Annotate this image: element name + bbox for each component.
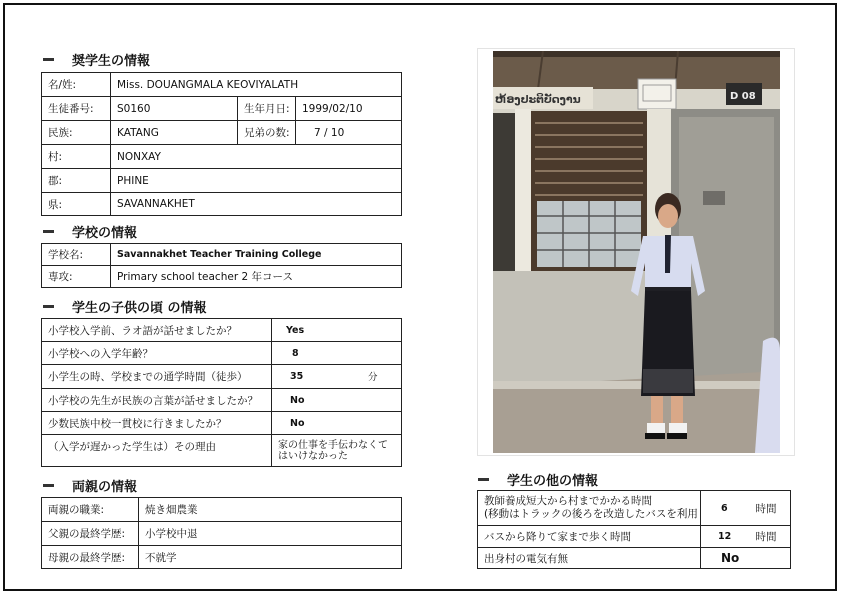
travel-question: 教師養成短大から村までかかる時間 (移動はトラックの後ろを改造したバスを利用 xyxy=(478,491,701,526)
walk-question: バスから降りて家まで歩く時間 xyxy=(478,526,701,548)
school-name-label: 学校名: xyxy=(42,244,111,266)
childhood-answer: 8 xyxy=(272,342,402,365)
father-label: 父親の最終学歴: xyxy=(42,522,139,546)
siblings-value: 7 / 10 xyxy=(296,121,402,145)
table-row xyxy=(42,97,402,121)
childhood-question: 小学校への入学年齢？ xyxy=(42,342,272,365)
table-row xyxy=(42,121,402,145)
childhood-answer: Yes xyxy=(272,319,402,342)
travel-answer: 6 xyxy=(701,491,746,526)
section-dash-icon xyxy=(43,305,54,308)
other-table xyxy=(477,490,791,569)
table-row xyxy=(478,526,791,548)
name-label: 名/姓: xyxy=(42,73,111,97)
childhood-answer: No xyxy=(272,389,402,412)
school-table xyxy=(41,243,402,288)
village-label: 村: xyxy=(42,145,111,169)
school-section-title: 学校の情報 xyxy=(43,222,137,241)
room-sign-text: D 08 xyxy=(730,91,756,102)
province-value: SAVANNAKHET xyxy=(111,193,402,216)
late-reason-question: （入学が遅かった学生は）その理由 xyxy=(42,435,272,467)
lao-sign-text: ຫ້ອງປະຕິບັດງານ xyxy=(495,93,581,106)
table-row xyxy=(42,193,402,216)
late-reason-answer: 家の仕事を手伝わなくて はいけなかった xyxy=(272,435,402,467)
table-row xyxy=(42,342,402,365)
table-row xyxy=(42,169,402,193)
table-row xyxy=(478,491,791,526)
scholar-table xyxy=(41,72,402,216)
electric-answer: No xyxy=(701,548,791,569)
childhood-question: 小学生の時、学校までの通学時間（徒歩） xyxy=(42,365,272,389)
table-row xyxy=(42,73,402,97)
table-row xyxy=(42,435,402,467)
childhood-question: 少数民族中校一貫校に行きましたか？ xyxy=(42,412,272,435)
travel-unit: 時間 xyxy=(746,491,791,526)
job-value: 焼き畑農業 xyxy=(139,498,402,522)
ethnic-label: 民族: xyxy=(42,121,111,145)
section-dash-icon xyxy=(43,230,54,233)
parents-table xyxy=(41,497,402,569)
father-value: 小学校中退 xyxy=(139,522,402,546)
job-label: 両親の職業: xyxy=(42,498,139,522)
other-section-title: 学生の他の情報 xyxy=(478,470,598,489)
photo-illustration xyxy=(493,51,780,453)
major-label: 専攻: xyxy=(42,266,111,288)
section-dash-icon xyxy=(478,478,489,481)
mother-label: 母親の最終学歴: xyxy=(42,546,139,569)
siblings-label: 兄弟の数: xyxy=(238,121,296,145)
table-row xyxy=(42,546,402,569)
table-row xyxy=(42,522,402,546)
table-row xyxy=(42,145,402,169)
table-row xyxy=(42,412,402,435)
table-row xyxy=(42,365,402,389)
table-row xyxy=(42,244,402,266)
walk-unit: 時間 xyxy=(746,526,791,548)
table-row xyxy=(42,266,402,288)
major-value: Primary school teacher 2 年コース xyxy=(111,266,402,288)
village-value: NONXAY xyxy=(111,145,402,169)
district-label: 郡: xyxy=(42,169,111,193)
birth-label: 生年月日: xyxy=(238,97,296,121)
childhood-section-title: 学生の子供の頃 の情報 xyxy=(43,297,207,316)
walk-answer: 12 xyxy=(701,526,746,548)
name-value: Miss. DOUANGMALA KEOVIYALATH xyxy=(111,73,402,97)
table-row xyxy=(42,389,402,412)
parents-section-title: 両親の情報 xyxy=(43,476,137,495)
table-row xyxy=(478,548,791,569)
province-label: 県: xyxy=(42,193,111,216)
district-value: PHINE xyxy=(111,169,402,193)
childhood-question: 小学校の先生が民族の言葉が話せましたか？ xyxy=(42,389,272,412)
student-photo xyxy=(493,51,780,453)
section-dash-icon xyxy=(43,484,54,487)
electric-question: 出身村の電気有無 xyxy=(478,548,701,569)
ethnic-value: KATANG xyxy=(111,121,238,145)
table-row xyxy=(42,498,402,522)
section-dash-icon xyxy=(43,58,54,61)
mother-value: 不就学 xyxy=(139,546,402,569)
scholar-section-title: 奨学生の情報 xyxy=(43,50,150,69)
school-name-value: Savannakhet Teacher Training College xyxy=(111,244,402,266)
childhood-answer: No xyxy=(272,412,402,435)
unit-label: 分 xyxy=(368,372,378,383)
childhood-table xyxy=(41,318,402,467)
birth-value: 1999/02/10 xyxy=(296,97,402,121)
id-value: S0160 xyxy=(111,97,238,121)
id-label: 生徒番号: xyxy=(42,97,111,121)
table-row xyxy=(42,319,402,342)
childhood-answer: 35 分 xyxy=(272,365,402,389)
childhood-question: 小学校入学前、ラオ語が話せましたか？ xyxy=(42,319,272,342)
